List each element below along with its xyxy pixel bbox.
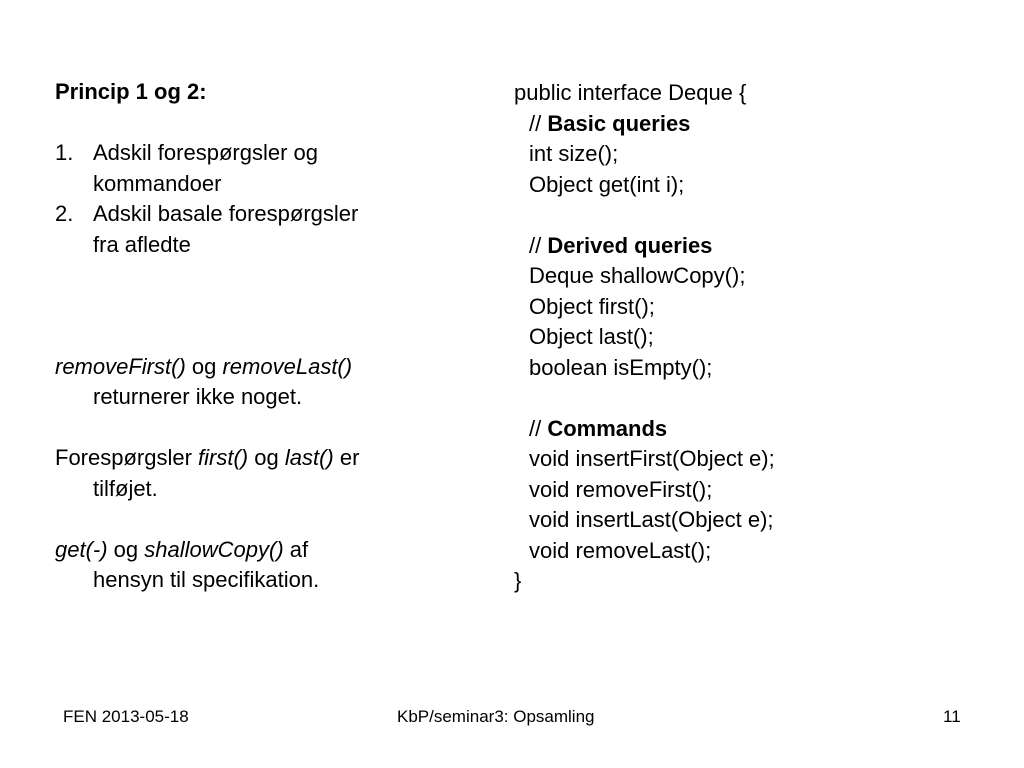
note-paragraph-remove: removeFirst() og removeLast() returnerer ikke noget. <box>55 353 353 409</box>
footer-title: KbP/seminar3: Opsamling <box>397 707 595 726</box>
section-comment-derived: // Derived queries <box>529 232 713 258</box>
list-item-text: Adskil forespørgsler og kommandoer <box>93 140 318 196</box>
code-line: void removeFirst(); <box>529 476 713 502</box>
left-text-column <box>55 77 435 596</box>
list-item <box>55 199 435 260</box>
code-line: void insertLast(Object e); <box>529 507 774 532</box>
code-line: Object last(); <box>529 324 654 349</box>
section-comment-commands: // Commands <box>529 415 668 441</box>
code-line: Object first(); <box>529 293 655 319</box>
code-line: boolean isEmpty(); <box>529 354 713 380</box>
list-number: 1. <box>55 140 74 165</box>
list-number: 2. <box>55 201 74 226</box>
note-paragraph-specification: get(-) og shallowCopy() af hensyn til specifikation. <box>55 536 320 592</box>
code-line-open: public interface Deque { <box>514 80 747 105</box>
code-line: void removeLast(); <box>529 537 712 563</box>
list-item <box>55 138 435 199</box>
slide-number: 11 <box>943 707 961 726</box>
code-line-close: } <box>514 568 522 593</box>
code-line: void insertFirst(Object e); <box>529 446 775 471</box>
note-paragraph-queries: Forespørgsler first() og last() er tilføjet. <box>55 445 360 501</box>
code-line: int size(); <box>529 141 619 166</box>
code-listing <box>514 78 994 597</box>
code-line: Deque shallowCopy(); <box>529 263 746 288</box>
principle-list <box>55 138 435 260</box>
footer-date: FEN 2013-05-18 <box>63 707 189 726</box>
slide-heading: Princip 1 og 2: <box>55 79 207 104</box>
code-line: Object get(int i); <box>529 171 685 197</box>
list-item-text: Adskil basale forespørgsler fra afledte <box>93 201 359 257</box>
section-comment-basic: // Basic queries <box>529 110 691 136</box>
